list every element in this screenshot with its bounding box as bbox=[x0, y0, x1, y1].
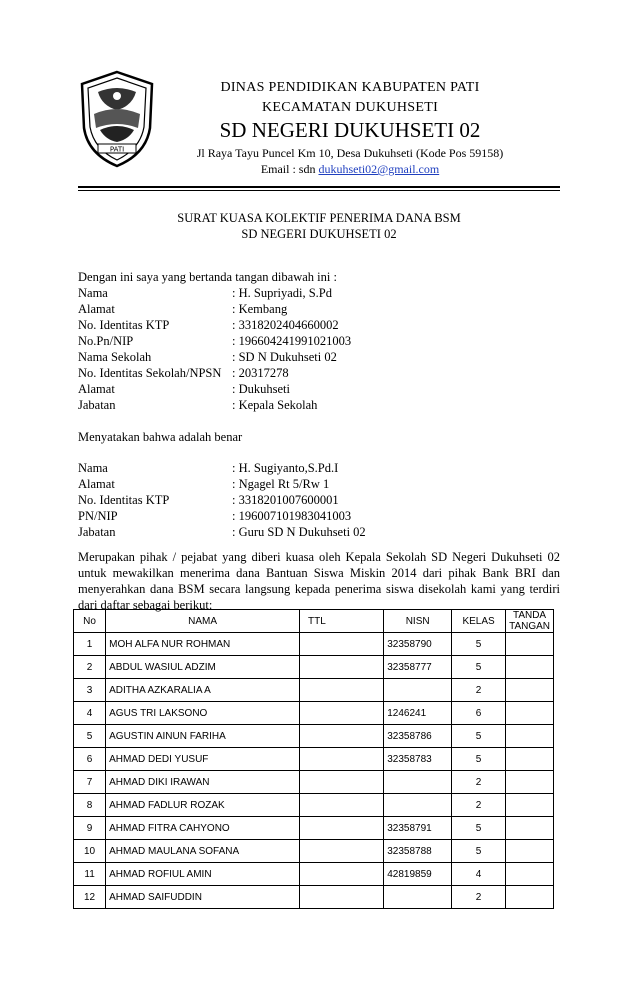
cell-no: 5 bbox=[74, 725, 106, 748]
grantor-value: : Kembang bbox=[232, 302, 288, 316]
cell-nama: AHMAD FADLUR ROZAK bbox=[106, 794, 300, 817]
cell-no: 4 bbox=[74, 702, 106, 725]
grantee-label: No. Identitas KTP bbox=[78, 493, 170, 507]
cell-tanda-tangan bbox=[506, 771, 554, 794]
cell-no: 1 bbox=[74, 633, 106, 656]
cell-ttl bbox=[299, 840, 383, 863]
cell-kelas: 2 bbox=[452, 771, 506, 794]
cell-nisn: 1246241 bbox=[384, 702, 452, 725]
table-row bbox=[74, 656, 554, 679]
cell-kelas: 4 bbox=[452, 863, 506, 886]
cell-nama: AHMAD ROFIUL AMIN bbox=[106, 863, 300, 886]
cell-ttl bbox=[299, 863, 383, 886]
grantor-label: Nama Sekolah bbox=[78, 350, 152, 364]
email-label: Email : sdn bbox=[260, 162, 319, 176]
cell-tanda-tangan bbox=[506, 725, 554, 748]
grantor-label: Alamat bbox=[78, 382, 115, 396]
cell-nisn: 32358791 bbox=[384, 817, 452, 840]
cell-no: 10 bbox=[74, 840, 106, 863]
cell-nama: AHMAD DIKI IRAWAN bbox=[106, 771, 300, 794]
cell-ttl bbox=[299, 702, 383, 725]
cell-nama: AHMAD SAIFUDDIN bbox=[106, 886, 300, 909]
table-row bbox=[74, 679, 554, 702]
cell-kelas: 2 bbox=[452, 886, 506, 909]
grantee-label: PN/NIP bbox=[78, 509, 118, 523]
header-ttl: TTL bbox=[299, 610, 383, 633]
table-row bbox=[74, 633, 554, 656]
cell-nama: AGUSTIN AINUN FARIHA bbox=[106, 725, 300, 748]
school-name: SD NEGERI DUKUHSETI 02 bbox=[219, 118, 481, 142]
table-row bbox=[74, 817, 554, 840]
grantee-value: : H. Sugiyanto,S.Pd.I bbox=[232, 461, 339, 475]
cell-no: 12 bbox=[74, 886, 106, 909]
table-row bbox=[74, 840, 554, 863]
grantee-label: Nama bbox=[78, 461, 108, 475]
grantor-label: No. Identitas KTP bbox=[78, 318, 170, 332]
grantor-label: Nama bbox=[78, 286, 108, 300]
emblem-text: PATI bbox=[109, 145, 125, 154]
cell-kelas: 6 bbox=[452, 702, 506, 725]
cell-tanda-tangan bbox=[506, 886, 554, 909]
cell-nisn: 42819859 bbox=[384, 863, 452, 886]
cell-nama: AHMAD MAULANA SOFANA bbox=[106, 840, 300, 863]
table-header-row bbox=[74, 610, 554, 633]
cell-nama: AGUS TRI LAKSONO bbox=[106, 702, 300, 725]
cell-kelas: 2 bbox=[452, 794, 506, 817]
grantee-value: : 196007101983041003 bbox=[232, 509, 352, 523]
statement-text: Menyatakan bahwa adalah benar bbox=[78, 430, 243, 444]
cell-ttl bbox=[299, 794, 383, 817]
student-list-table bbox=[73, 609, 554, 909]
cell-nisn: 32358783 bbox=[384, 748, 452, 771]
cell-nama: AHMAD FITRA CAHYONO bbox=[106, 817, 300, 840]
letterhead-divider-thin bbox=[78, 190, 560, 191]
cell-tanda-tangan bbox=[506, 702, 554, 725]
cell-no: 3 bbox=[74, 679, 106, 702]
cell-ttl bbox=[299, 656, 383, 679]
cell-kelas: 5 bbox=[452, 656, 506, 679]
authorization-paragraph: Merupakan pihak / pejabat yang diberi kuasa oleh Kepala Sekolah SD Negeri Dukuhseti 02 untuk mewakilkan menerima dana Bantuan Siswa Miskin 2014 dari pihak Bank BRI dan menyerahkan dana BSM secara langsung kepada penerima siswa disekolah kami yang terdiri dari daftar sebagai berikut: bbox=[78, 550, 560, 612]
cell-nama: AHMAD DEDI YUSUF bbox=[106, 748, 300, 771]
grantor-value: : Dukuhseti bbox=[232, 382, 290, 396]
cell-nisn bbox=[384, 886, 452, 909]
grantor-label: No. Identitas Sekolah/NPSN bbox=[78, 366, 222, 380]
cell-nisn bbox=[384, 794, 452, 817]
table-row bbox=[74, 886, 554, 909]
cell-ttl bbox=[299, 633, 383, 656]
cell-no: 8 bbox=[74, 794, 106, 817]
email-link[interactable]: dukuhseti02@gmail.com bbox=[318, 162, 440, 176]
cell-nama: ADITHA AZKARALIA A bbox=[106, 679, 300, 702]
table-row bbox=[74, 702, 554, 725]
cell-nisn bbox=[384, 771, 452, 794]
grantor-value: : Kepala Sekolah bbox=[232, 398, 318, 412]
cell-no: 11 bbox=[74, 863, 106, 886]
cell-tanda-tangan bbox=[506, 633, 554, 656]
district-name: KECAMATAN DUKUHSETI bbox=[261, 100, 439, 115]
cell-nisn: 32358788 bbox=[384, 840, 452, 863]
cell-kelas: 5 bbox=[452, 817, 506, 840]
cell-tanda-tangan bbox=[506, 794, 554, 817]
cell-tanda-tangan bbox=[506, 748, 554, 771]
letterhead-divider bbox=[78, 186, 560, 188]
cell-no: 2 bbox=[74, 656, 106, 679]
grantee-label: Jabatan bbox=[78, 525, 116, 539]
cell-nama: ABDUL WASIUL ADZIM bbox=[106, 656, 300, 679]
grantee-label: Alamat bbox=[78, 477, 115, 491]
header-nisn: NISN bbox=[384, 610, 452, 633]
cell-kelas: 5 bbox=[452, 725, 506, 748]
table-row bbox=[74, 725, 554, 748]
cell-nama: MOH ALFA NUR ROHMAN bbox=[106, 633, 300, 656]
table-row bbox=[74, 771, 554, 794]
cell-ttl bbox=[299, 817, 383, 840]
cell-kelas: 2 bbox=[452, 679, 506, 702]
cell-kelas: 5 bbox=[452, 633, 506, 656]
cell-ttl bbox=[299, 748, 383, 771]
grantor-value: : SD N Dukuhseti 02 bbox=[232, 350, 337, 364]
cell-ttl bbox=[299, 725, 383, 748]
grantor-value: : 3318202404660002 bbox=[232, 318, 339, 332]
table-row bbox=[74, 863, 554, 886]
regency-emblem-icon bbox=[78, 70, 156, 168]
cell-ttl bbox=[299, 679, 383, 702]
cell-tanda-tangan bbox=[506, 817, 554, 840]
table-row bbox=[74, 748, 554, 771]
school-address: Jl Raya Tayu Puncel Km 10, Desa Dukuhseti (Kode Pos 59158) bbox=[196, 146, 504, 160]
grantee-value: : 3318201007600001 bbox=[232, 493, 339, 507]
agency-name: DINAS PENDIDIKAN KABUPATEN PATI bbox=[220, 80, 480, 95]
grantor-label: Alamat bbox=[78, 302, 115, 316]
grantor-value: : 20317278 bbox=[232, 366, 289, 380]
cell-tanda-tangan bbox=[506, 656, 554, 679]
cell-no: 6 bbox=[74, 748, 106, 771]
header-kelas: KELAS bbox=[452, 610, 506, 633]
cell-nisn: 32358777 bbox=[384, 656, 452, 679]
cell-tanda-tangan bbox=[506, 840, 554, 863]
header-tanda-tangan: TANDA TANGAN bbox=[506, 610, 554, 633]
grantee-value: : Guru SD N Dukuhseti 02 bbox=[232, 525, 366, 539]
cell-no: 7 bbox=[74, 771, 106, 794]
cell-kelas: 5 bbox=[452, 748, 506, 771]
school-email-line bbox=[165, 162, 535, 177]
letter-subtitle: SD NEGERI DUKUHSETI 02 bbox=[241, 227, 397, 241]
cell-no: 9 bbox=[74, 817, 106, 840]
grantee-value: : Ngagel Rt 5/Rw 1 bbox=[232, 477, 330, 491]
grantor-label: Jabatan bbox=[78, 398, 116, 412]
cell-kelas: 5 bbox=[452, 840, 506, 863]
cell-nisn: 32358786 bbox=[384, 725, 452, 748]
cell-ttl bbox=[299, 886, 383, 909]
cell-nisn: 32358790 bbox=[384, 633, 452, 656]
grantor-value: : H. Supriyadi, S.Pd bbox=[232, 286, 333, 300]
cell-ttl bbox=[299, 771, 383, 794]
header-nama: NAMA bbox=[106, 610, 300, 633]
cell-tanda-tangan bbox=[506, 679, 554, 702]
cell-tanda-tangan bbox=[506, 863, 554, 886]
grantor-value: : 196604241991021003 bbox=[232, 334, 352, 348]
table-row bbox=[74, 794, 554, 817]
cell-nisn bbox=[384, 679, 452, 702]
letter-title: SURAT KUASA KOLEKTIF PENERIMA DANA BSM bbox=[177, 211, 461, 225]
grantor-label: No.Pn/NIP bbox=[78, 334, 134, 348]
intro-text: Dengan ini saya yang bertanda tangan dibawah ini : bbox=[78, 270, 337, 284]
header-no: No bbox=[74, 610, 106, 633]
